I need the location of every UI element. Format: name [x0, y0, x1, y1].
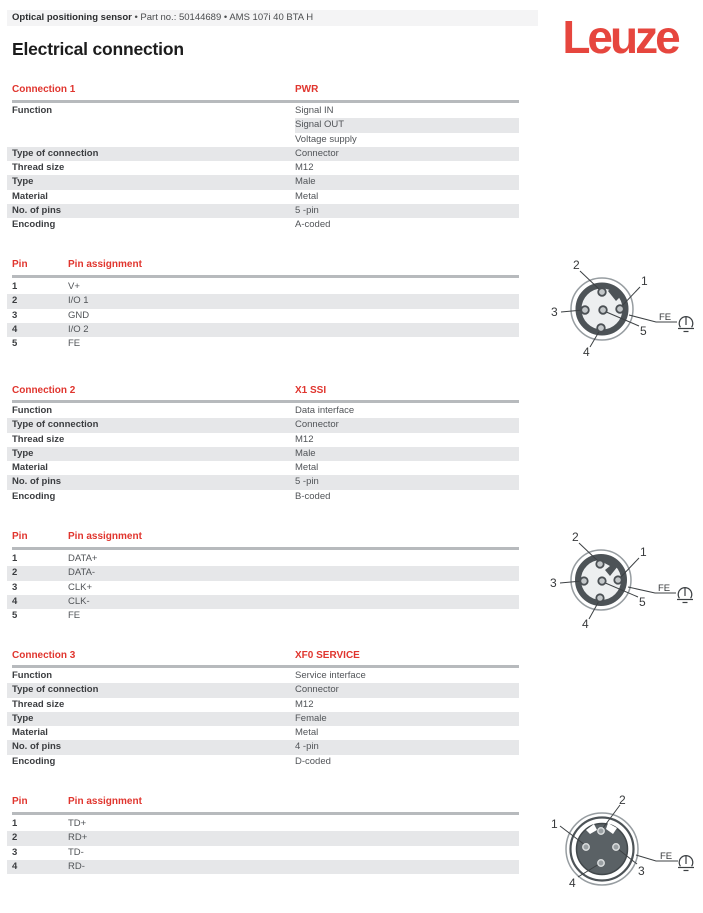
spec-row: [7, 404, 519, 418]
pin4-label: 4: [569, 876, 576, 890]
connection1-spec-table: [7, 104, 519, 233]
pin-number: 5: [12, 338, 18, 350]
pin-assignment: DATA+: [68, 553, 98, 564]
pin3-label: 3: [638, 864, 645, 878]
connection2-name: X1 SSI: [295, 385, 327, 396]
spec-row: [7, 475, 519, 489]
pin-assignment: GND: [68, 309, 90, 321]
spec-label: Encoding: [12, 219, 56, 231]
earth-ground-icon: [678, 317, 694, 332]
divider: [12, 665, 519, 668]
pin-row: [7, 552, 519, 566]
spec-row: [7, 218, 519, 232]
page-title: Electrical connection: [12, 39, 184, 59]
spec-value: Metal: [295, 727, 319, 739]
spec-value: B-coded: [295, 490, 331, 502]
m12-male-a-coded-connector-diagram: [540, 252, 703, 364]
pin-row: [7, 566, 519, 580]
pin-number: 1: [12, 818, 18, 829]
pin-row: [7, 581, 519, 595]
spec-label: Thread size: [12, 433, 65, 445]
pin-assignment: CLK+: [68, 581, 93, 593]
product-name: Optical positioning sensor: [12, 12, 132, 23]
connection3-spec-table: [7, 669, 519, 769]
assignment-column-header: Pin assignment: [68, 531, 142, 542]
spec-row: [7, 669, 519, 683]
fe-label: FE: [659, 312, 672, 323]
spec-row: [7, 433, 519, 447]
spec-value: 5 -pin: [295, 205, 319, 217]
pin-row: [7, 323, 519, 337]
spec-label: Material: [12, 462, 48, 474]
pin-number: 2: [12, 295, 18, 307]
spec-row: [7, 490, 519, 504]
spec-value: Metal: [295, 190, 319, 202]
pin-row: [7, 817, 519, 831]
spec-label: Function: [12, 405, 53, 416]
pin3-label: 3: [550, 576, 557, 590]
connection2-pin-table: [7, 552, 519, 623]
pin2-label: 2: [573, 258, 580, 272]
spec-row: [7, 118, 519, 132]
earth-ground-icon: [677, 588, 693, 603]
spec-row: [7, 104, 519, 118]
spec-row: [7, 683, 519, 697]
connection2-pin-header: [12, 531, 522, 543]
spec-label: No. of pins: [12, 476, 62, 488]
pin5-label: 5: [639, 595, 646, 609]
divider: [12, 400, 519, 403]
pin2-label: 2: [619, 793, 626, 807]
spec-label: Type of connection: [12, 147, 99, 159]
spec-row: [7, 726, 519, 740]
pin2-label: 2: [572, 530, 579, 544]
spec-label: Encoding: [12, 490, 56, 502]
connection3-header: [12, 650, 522, 662]
document-header-bar: [7, 10, 538, 26]
divider: [12, 275, 519, 278]
pin-row: [7, 831, 519, 845]
pin-row: [7, 860, 519, 874]
pin-assignment: TD+: [68, 818, 87, 829]
spec-label: Type: [12, 176, 34, 188]
pin-row: [7, 846, 519, 860]
spec-value: Data interface: [295, 405, 355, 416]
connection1-pin-table: [7, 280, 519, 351]
spec-label: Material: [12, 190, 48, 202]
spec-row: [7, 740, 519, 754]
product-details: • Part no.: 50144689 • AMS 107i 40 BTA H: [131, 12, 314, 23]
spec-row: [7, 698, 519, 712]
divider: [12, 547, 519, 550]
spec-row: [7, 175, 519, 189]
pin-number: 1: [12, 553, 18, 564]
pin-number: 3: [12, 846, 18, 858]
connection3-pin-table: [7, 817, 519, 874]
pin-number: 3: [12, 309, 18, 321]
spec-value: M12: [295, 698, 314, 710]
spec-label: Thread size: [12, 162, 65, 174]
connection3-label: Connection 3: [12, 650, 76, 661]
m12-male-b-coded-connector-diagram: [540, 527, 703, 632]
pin-number: 2: [12, 567, 18, 579]
pin-assignment: I/O 2: [68, 323, 89, 335]
pin-row: [7, 294, 519, 308]
spec-label: Type: [12, 712, 34, 724]
pin-number: 3: [12, 581, 18, 593]
spec-value: Connector: [295, 684, 339, 696]
spec-label: No. of pins: [12, 741, 62, 753]
spec-value: Female: [295, 712, 327, 724]
connection3-name: XF0 SERVICE: [295, 650, 360, 661]
m12-female-d-coded-connector-diagram: [538, 792, 703, 910]
pin-number: 4: [12, 323, 18, 335]
earth-ground-icon: [678, 856, 694, 871]
spec-row: [7, 204, 519, 218]
spec-value: Male: [295, 176, 316, 188]
spec-row: [7, 147, 519, 161]
spec-label: Function: [12, 670, 53, 681]
pin-assignment: DATA-: [68, 567, 96, 579]
pin-assignment: RD+: [68, 832, 88, 844]
fe-label: FE: [660, 851, 673, 862]
spec-label: Thread size: [12, 698, 65, 710]
connection2-header: [12, 385, 522, 397]
assignment-column-header: Pin assignment: [68, 259, 142, 270]
spec-label: Function: [12, 105, 53, 116]
spec-label: Encoding: [12, 755, 56, 767]
divider: [12, 812, 519, 815]
pin-number: 4: [12, 860, 18, 872]
spec-value: D-coded: [295, 755, 331, 767]
pin1-label: 1: [551, 817, 558, 831]
divider: [12, 100, 519, 103]
pin-number: 1: [12, 281, 18, 292]
spec-value: Service interface: [295, 670, 366, 681]
spec-value: Signal IN: [295, 105, 334, 116]
connection1-pin-header: [12, 259, 522, 271]
spec-row: [7, 461, 519, 475]
pin-row: [7, 337, 519, 351]
pin-column-header: Pin: [12, 259, 28, 270]
spec-value: Metal: [295, 462, 319, 474]
pin-column-header: Pin: [12, 531, 28, 542]
pin3-label: 3: [551, 305, 558, 319]
spec-value: Voltage supply: [295, 133, 357, 145]
spec-row: [7, 133, 519, 147]
pin-number: 2: [12, 832, 18, 844]
pin1-label: 1: [640, 545, 647, 559]
pin4-label: 4: [583, 345, 590, 359]
spec-row: [7, 418, 519, 432]
pin-assignment: FE: [68, 338, 81, 350]
spec-label: Type: [12, 447, 34, 459]
pin5-label: 5: [640, 324, 647, 338]
spec-label: No. of pins: [12, 205, 62, 217]
pin-number: 5: [12, 610, 18, 622]
spec-row: [7, 190, 519, 204]
pin-assignment: TD-: [68, 846, 84, 858]
spec-label: Type of connection: [12, 684, 99, 696]
fe-label: FE: [658, 583, 671, 594]
pin-assignment: I/O 1: [68, 295, 89, 307]
spec-row: [7, 161, 519, 175]
pin-row: [7, 609, 519, 623]
pin4-label: 4: [582, 617, 589, 631]
spec-value: Connector: [295, 147, 339, 159]
spec-value: 5 -pin: [295, 476, 319, 488]
spec-row: [7, 447, 519, 461]
pin-row: [7, 309, 519, 323]
spec-value: Signal OUT: [295, 118, 519, 132]
pin-column-header: Pin: [12, 796, 28, 807]
connection1-label: Connection 1: [12, 84, 76, 95]
spec-row: [7, 755, 519, 769]
pin-assignment: FE: [68, 610, 81, 622]
spec-label: Type of connection: [12, 419, 99, 431]
spec-value: M12: [295, 433, 314, 445]
leuze-logo: Leuze: [562, 11, 678, 63]
connection1-header: [12, 84, 522, 96]
spec-value: Connector: [295, 419, 339, 431]
connection2-label: Connection 2: [12, 385, 76, 396]
spec-value: Male: [295, 447, 316, 459]
pin-row: [7, 280, 519, 294]
pin-row: [7, 595, 519, 609]
spec-label: Material: [12, 727, 48, 739]
connection1-name: PWR: [295, 84, 319, 95]
connection3-pin-header: [12, 796, 522, 808]
connection2-spec-table: [7, 404, 519, 504]
pin1-label: 1: [641, 274, 648, 288]
spec-value: 4 -pin: [295, 741, 319, 753]
pin-number: 4: [12, 595, 18, 607]
pin-assignment: V+: [68, 281, 80, 292]
spec-row: [7, 712, 519, 726]
pin-assignment: CLK-: [68, 595, 90, 607]
spec-value: A-coded: [295, 219, 331, 231]
pin-assignment: RD-: [68, 860, 85, 872]
spec-value: M12: [295, 162, 314, 174]
assignment-column-header: Pin assignment: [68, 796, 142, 807]
